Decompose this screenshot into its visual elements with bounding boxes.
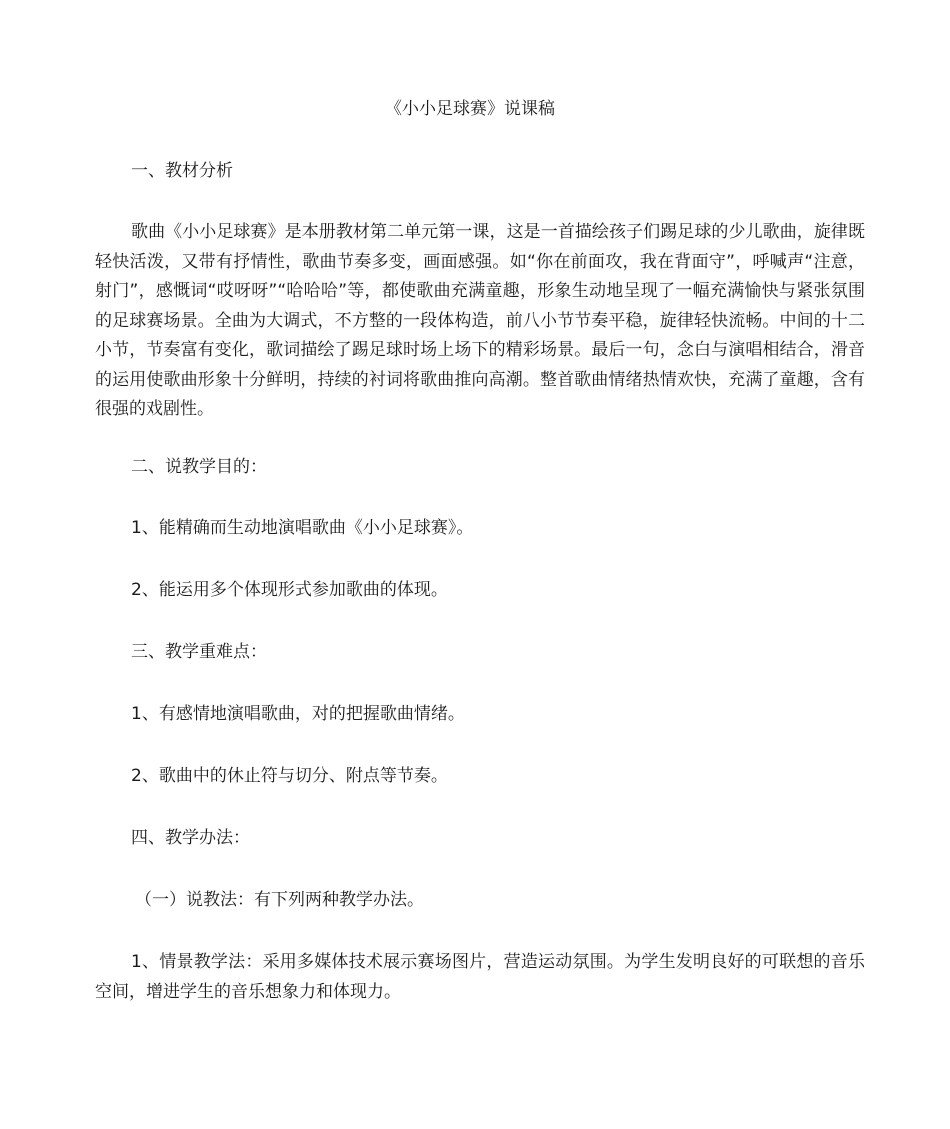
- paragraph-materials-analysis: 歌曲《小小足球赛》是本册教材第二单元第一课，这是一首描绘孩子们踢足球的少儿歌曲，旋律既轻快活泼，又带有抒情性，歌曲节奏多变，画面感强。如“你在前面攻，我在背面守”，呼喊声“注意，射门”，感慨词“哎呀呀”“哈哈哈”等，都使歌曲充满童趣，形象生动地呈现了一幅充满愉快与紧张氛围的足球赛场景。全曲为大调式，不方整的一段体构造，前八小节节奏平稳，旋律轻快流畅。中间的十二小节，节奏富有变化，歌词描绘了踢足球时场上场下的精彩场景。最后一句，念白与演唱相结合，滑音的运用使歌曲形象十分鲜明，持续的衬词将歌曲推向高潮。整首歌曲情绪热情欢快，充满了童趣，含有很强的戏剧性。: [95, 222, 865, 419]
- objective-item-2: 2、能运用多个体现形式参加歌曲的体现。: [131, 580, 448, 600]
- section-heading-materials: 一、教材分析: [131, 161, 233, 181]
- subsection-teaching-methods: （一）说教法：有下列两种教学办法。: [135, 890, 424, 910]
- key-point-item-1: 1、有感情地演唱歌曲，对的把握歌曲情绪。: [131, 704, 465, 724]
- method-item-1: 1、情景教学法：采用多媒体技术展示赛场图片，营造运动氛围。为学生发明良好的可联想的音乐空间，增进学生的音乐想象力和体现力。: [95, 952, 865, 1002]
- document-page: [95, 0, 865, 1129]
- section-heading-key-points: 三、教学重难点：: [131, 642, 267, 662]
- key-point-item-2: 2、歌曲中的休止符与切分、附点等节奏。: [131, 766, 448, 786]
- document-title: 《小小足球赛》说课稿: [385, 99, 555, 119]
- objective-item-1: 1、能精确而生动地演唱歌曲《小小足球赛》。: [131, 518, 474, 538]
- section-heading-objectives: 二、说教学目的：: [131, 457, 267, 477]
- section-heading-methods: 四、教学办法：: [131, 828, 250, 848]
